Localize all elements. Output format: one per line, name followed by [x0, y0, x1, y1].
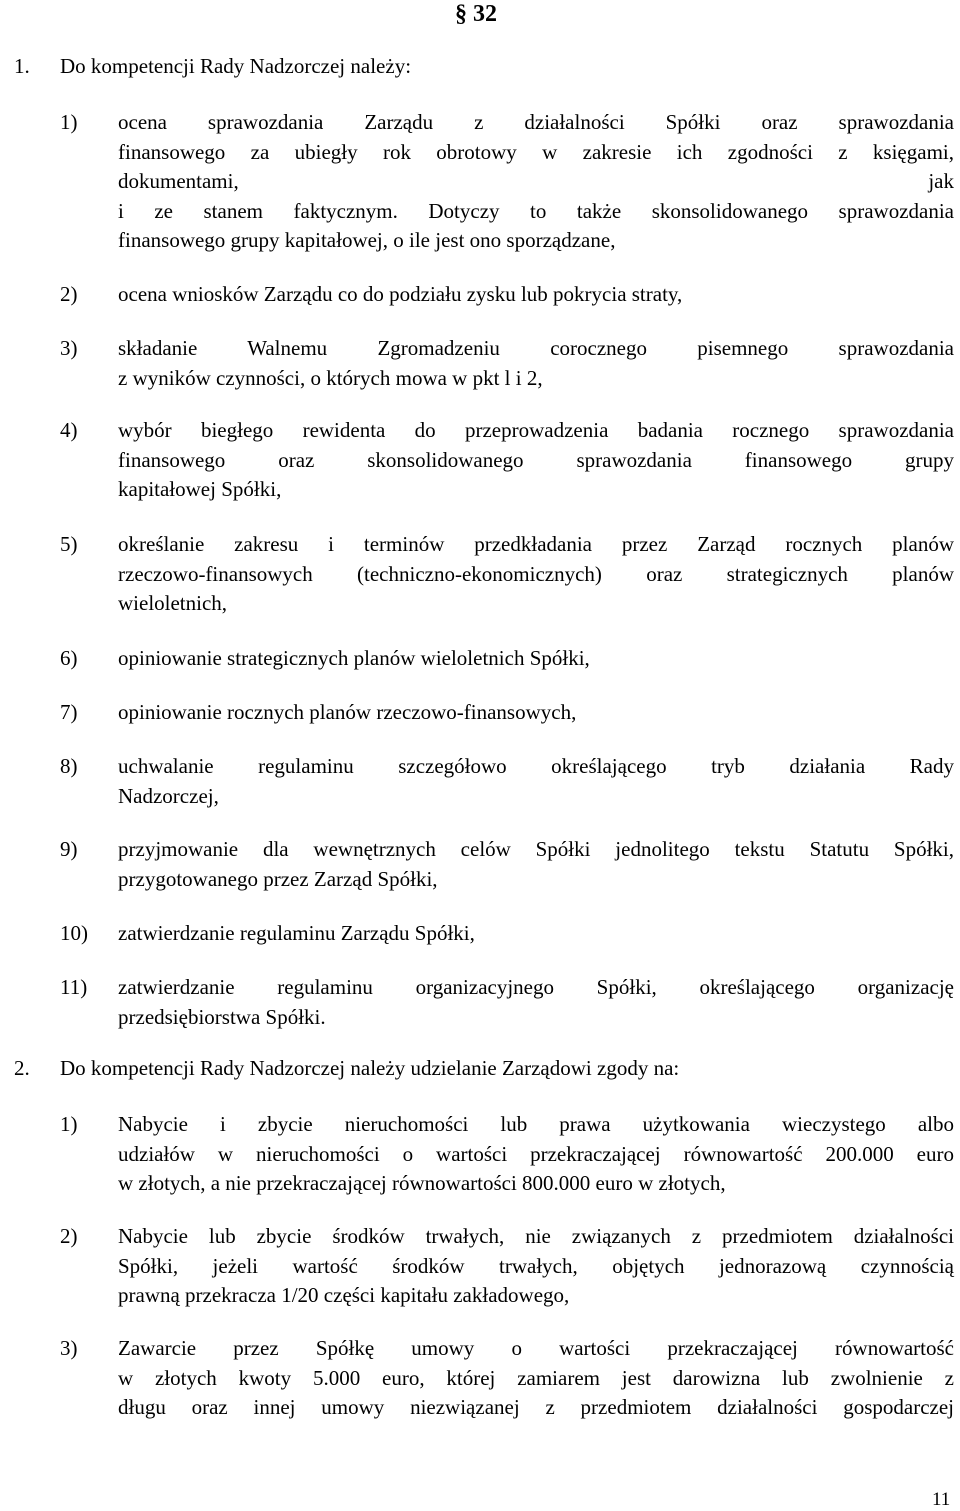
item-number: 11): [60, 975, 88, 999]
item-number: 6): [60, 646, 78, 670]
item-number: 4): [60, 418, 78, 442]
text-line: zatwierdzanie regulaminu Zarządu Spółki,: [118, 921, 475, 945]
text-line: określanie zakresu i terminów przedkładania przez Zarząd rocznych planów: [118, 532, 954, 556]
text-line: przedsiębiorstwa Spółki.: [118, 1004, 326, 1029]
text-line: z wyników czynności, o których mowa w pkt l i 2,: [118, 365, 543, 390]
text-line: Nabycie lub zbycie środków trwałych, nie związanych z przedmiotem działalności: [118, 1224, 954, 1248]
item-text: [118, 973, 954, 1032]
item-text: [118, 280, 954, 310]
text-line: zatwierdzanie regulaminu organizacyjnego Spółki, określającego organizację: [118, 975, 954, 999]
text-line: opiniowanie strategicznych planów wieloletnich Spółki,: [118, 646, 590, 670]
item-text: [118, 835, 954, 894]
section-heading: § 32: [455, 1, 497, 27]
item-text: [118, 1222, 954, 1311]
page-number: 11: [932, 1489, 951, 1510]
item-text: [118, 919, 954, 949]
text-line: prawną przekracza 1/20 części kapitału zakładowego,: [118, 1283, 570, 1307]
text-line: finansowego grupy kapitałowej, o ile jest ono sporządzane,: [118, 228, 616, 252]
item-number: 10): [60, 921, 88, 945]
item-text: [118, 416, 954, 505]
text-line: przygotowanego przez Zarząd Spółki,: [118, 866, 438, 891]
item-number: 5): [60, 532, 78, 556]
item-text: [118, 530, 954, 619]
text-line: udziałów w nieruchomości o wartości przekraczającej równowartość 200.000 euro: [118, 1141, 954, 1166]
section-text: Do kompetencji Rady Nadzorczej należy:: [60, 54, 412, 78]
text-line: długu oraz innej umowy niezwiązanej z przedmiotem działalności gospodarczej: [118, 1395, 954, 1419]
item-number: 7): [60, 700, 78, 724]
item-number: 8): [60, 754, 78, 778]
section-number: 2.: [14, 1056, 30, 1080]
item-text: [118, 1334, 954, 1423]
text-line: i ze stanem faktycznym. Dotyczy to także skonsolidowanego sprawozdania: [118, 198, 954, 223]
text-line: ocena sprawozdania Zarządu z działalności Spółki oraz sprawozdania: [118, 110, 954, 134]
item-number: 2): [60, 282, 78, 306]
item-text: [118, 108, 954, 256]
text-line: wieloletnich,: [118, 591, 228, 615]
section-text: Do kompetencji Rady Nadzorczej należy udzielanie Zarządowi zgody na:: [60, 1056, 680, 1080]
item-text: [118, 334, 954, 393]
text-line: uchwalanie regulaminu szczegółowo określającego tryb działania Rady: [118, 754, 954, 778]
section-number: 1.: [14, 54, 30, 78]
text-line: Zawarcie przez Spółkę umowy o wartości przekraczającej równowartość: [118, 1336, 954, 1360]
text-line: ocena wniosków Zarządu co do podziału zysku lub pokrycia straty,: [118, 282, 683, 306]
item-number: 1): [60, 1112, 78, 1136]
item-text: [118, 698, 954, 728]
text-line: rzeczowo-finansowych (techniczno-ekonomicznych) oraz strategicznych planów: [118, 561, 954, 586]
text-line: opiniowanie rocznych planów rzeczowo-finansowych,: [118, 700, 577, 724]
item-number: 1): [60, 110, 78, 134]
item-text: [118, 1110, 954, 1199]
item-number: 3): [60, 336, 78, 360]
text-line: Nadzorczej,: [118, 783, 219, 808]
text-line: kapitałowej Spółki,: [118, 477, 282, 501]
text-line: Nabycie i zbycie nieruchomości lub prawa użytkowania wieczystego albo: [118, 1112, 954, 1136]
item-number: 9): [60, 837, 78, 861]
text-line: Spółki, jeżeli wartość środków trwałych, objętych jednorazową czynnością: [118, 1253, 954, 1278]
text-line: składanie Walnemu Zgromadzeniu corocznego pisemnego sprawozdania: [118, 336, 954, 360]
text-line: dokumentami, jak: [118, 169, 954, 193]
text-line: w złotych kwoty 5.000 euro, której zamiarem jest darowizna lub zwolnienie z: [118, 1365, 954, 1390]
item-text: [118, 644, 954, 674]
item-number: 3): [60, 1336, 78, 1360]
text-line: wybór biegłego rewidenta do przeprowadzenia badania rocznego sprawozdania: [118, 418, 954, 442]
text-line: finansowego oraz skonsolidowanego sprawozdania finansowego grupy: [118, 447, 954, 472]
text-line: przyjmowanie dla wewnętrznych celów Spółki jednolitego tekstu Statutu Spółki,: [118, 837, 954, 861]
item-number: 2): [60, 1224, 78, 1248]
text-line: w złotych, a nie przekraczającej równowartości 800.000 euro w złotych,: [118, 1171, 726, 1195]
text-line: finansowego za ubiegły rok obrotowy w zakresie ich zgodności z księgami,: [118, 139, 954, 164]
item-text: [118, 752, 954, 811]
